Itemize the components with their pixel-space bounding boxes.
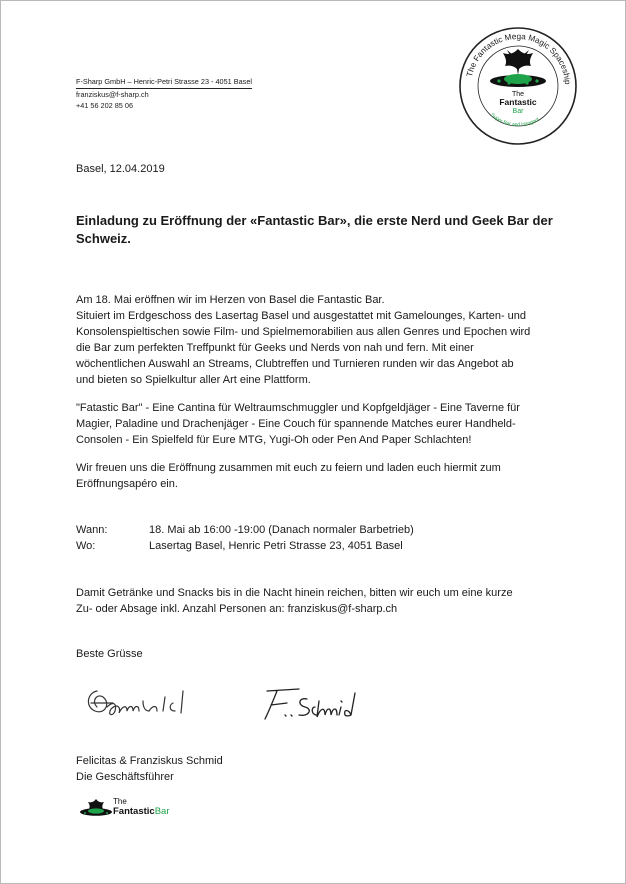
when-value: 18. Mai ab 16:00 -19:00 (Danach normaler Barbetrieb) [149, 524, 414, 536]
paragraph-line: Konsolenspieltischen sowie Film- und Spielmemorabilien aus allen Genres und Epochen wird [76, 326, 531, 338]
title-line-1: Einladung zu Eröffnung der «Fantastic Bar», die erste Nerd und Geek Bar der [76, 213, 553, 228]
fantastic-bar-seal-logo [457, 25, 579, 147]
signer-role: Die Geschäftsführer [76, 771, 174, 783]
paragraph-line: und bieten so Spielkultur aller Art eine Plattform. [76, 374, 311, 386]
footer-logo [79, 795, 199, 819]
paragraph-line: wöchentlichen Auswahl an Streams, Clubtreffen und Turnieren runden wir das Angebot ab [76, 358, 514, 370]
letter-title [76, 212, 576, 248]
when-label: Wann: [76, 524, 108, 536]
footer-logo-fantastic: Fantastic [113, 806, 155, 817]
paragraph-line: "Fatastic Bar" - Eine Cantina für Weltraumschmuggler und Kopfgeldjäger - Eine Taverne für [76, 402, 520, 414]
paragraph-description [76, 400, 576, 448]
where-label: Wo: [76, 540, 96, 552]
seal-center-line1: The [511, 91, 525, 98]
paragraph-line: Situiert im Erdgeschoss des Lasertag Basel und ausgestattet mit Gamelounges, Karten- und [76, 310, 527, 322]
event-details [76, 522, 576, 554]
seal-bottom-text: Super Bar and Hangout [489, 112, 541, 129]
seal-ring-text: The Fantastic Mega Magic Spaceship [464, 31, 573, 85]
title-line-2: Schweiz. [76, 231, 131, 246]
signers-block [76, 753, 223, 785]
signer-names: Felicitas & Franziskus Schmid [76, 755, 223, 767]
sender-block [76, 76, 252, 112]
detail-when [76, 522, 576, 538]
sender-phone: +41 56 202 85 06 [76, 101, 134, 110]
paragraph-line: Eröffnungsapéro ein. [76, 478, 178, 490]
detail-where [76, 538, 576, 554]
sender-email: franziskus@f-sharp.ch [76, 89, 149, 99]
paragraph-line: Magier, Paladine und Drachenjäger - Eine Couch für spannende Matches eurer Handheld- [76, 418, 516, 430]
seal-center-line2: Fantastic [499, 97, 537, 107]
spaceship-dragon-icon [79, 797, 113, 819]
paragraph-line: Zu- oder Absage inkl. Anzahl Personen an: franziskus@f-sharp.ch [76, 603, 398, 615]
sender-address: F-Sharp GmbH – Henric-Petri Strasse 23 - 4051 Basel [76, 76, 252, 89]
paragraph-invitation [76, 460, 576, 492]
paragraph-line: Consolen - Ein Spielfeld für Eure MTG, Yugi-Oh oder Pen And Paper Schlachten! [76, 434, 472, 446]
paragraph-rsvp [76, 585, 576, 617]
seal-center-line3: Bar [512, 108, 524, 115]
footer-logo-name [113, 806, 170, 817]
signature-franziskus [259, 685, 369, 725]
date-line: Basel, 12.04.2019 [76, 163, 165, 175]
footer-logo-bar: Bar [154, 806, 170, 817]
closing: Beste Grüsse [76, 648, 143, 660]
signature-felicitas [83, 681, 233, 727]
paragraph-line: Wir freuen uns die Eröffnung zusammen mit euch zu feiern und laden euch hiermit zum [76, 462, 501, 474]
where-value: Lasertag Basel, Henric Petri Strasse 23, 4051 Basel [149, 540, 403, 552]
paragraph-line: Damit Getränke und Snacks bis in die Nacht hinein reichen, bitten wir euch um eine kurze [76, 587, 513, 599]
paragraph-intro [76, 292, 576, 388]
paragraph-line: die Bar zum perfekten Treffpunkt für Geeks und Nerds von nah und fern. Mit einer [76, 342, 474, 354]
footer-logo-the: The [113, 797, 127, 806]
paragraph-line: Am 18. Mai eröffnen wir im Herzen von Basel die Fantastic Bar. [76, 294, 385, 306]
